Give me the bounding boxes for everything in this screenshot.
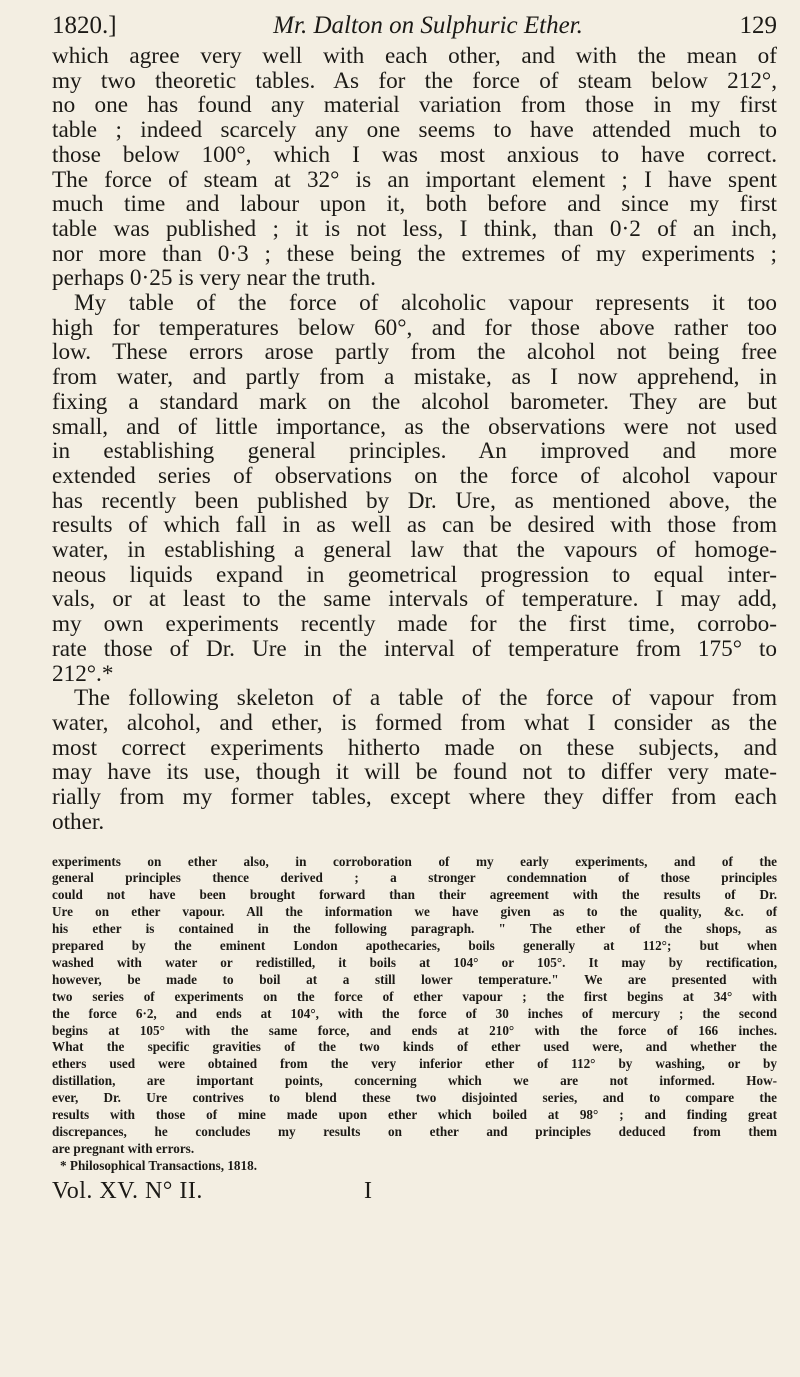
- footnotes: [52, 854, 777, 1175]
- text-line: much time and labour upon it, both before and since my first: [52, 191, 777, 218]
- text-line: low. These errors arose partly from the alcohol not being free: [52, 339, 777, 366]
- footnote-line: begins at 105° with the same force, and ends at 210° with the force of 166 inches.: [52, 1022, 777, 1038]
- footnote-separator: [52, 835, 777, 854]
- text-line: most correct experiments hitherto made on these subjects, and: [52, 734, 777, 761]
- page-number: 129: [739, 12, 777, 39]
- footnote-line: washed with water or redistilled, it boils at 104° or 105°. It may by rectification,: [52, 954, 777, 970]
- text-line: My table of the force of alcoholic vapour represents it too: [74, 290, 777, 317]
- text-line: 212°.*: [52, 660, 114, 687]
- text-line: vals, or at least to the same intervals of temperature. I may add,: [52, 586, 777, 613]
- footnote-line: could not have been brought forward than their agreement with the results of Dr.: [52, 887, 777, 903]
- footnote-line: his ether is contained in the following paragraph. " The ether of the shops, as: [52, 921, 777, 937]
- text-line: high for temperatures below 60°, and for those above rather too: [52, 314, 777, 341]
- volume-signature: Vol. XV. N° II.: [52, 1177, 203, 1204]
- footnote-line: are pregnant with errors.: [52, 1140, 195, 1156]
- footnote-line: however, be made to boil at a still lower temperature." We are presented with: [52, 971, 777, 987]
- footnote-line: the force 6·2, and ends at 104°, with the force of 30 inches of mercury ; the second: [52, 1005, 777, 1021]
- footnote-line: prepared by the eminent London apothecaries, boils generally at 112°; but when: [52, 938, 777, 954]
- text-line: my two theoretic tables. As for the force of steam below 212°,: [52, 67, 777, 94]
- text-line: rially from my former tables, except where they differ from each: [52, 784, 777, 811]
- footnote-line: general principles thence derived ; a stronger condemnation of those principles: [52, 870, 777, 886]
- text-line: those below 100°, which I was most anxious to have correct.: [52, 141, 777, 168]
- footnote-line: experiments on ether also, in corroboration of my early experiments, and of the: [52, 853, 777, 869]
- text-line: rate those of Dr. Ure in the interval of temperature from 175° to: [52, 635, 777, 662]
- footnote-line: ever, Dr. Ure contrives to blend these two disjointed series, and to compare the: [52, 1090, 777, 1106]
- text-line: table ; indeed scarcely any one seems to have attended much to: [52, 117, 777, 144]
- footnote-line: distillation, are important points, concerning which we are not informed. How-: [52, 1073, 777, 1089]
- text-line: no one has found any material variation from those in my first: [52, 92, 777, 119]
- text-line: water, alcohol, and ether, is formed from what I consider as the: [52, 709, 777, 736]
- body-text: [52, 44, 777, 835]
- footnote-line: results with those of mine made upon ether which boiled at 98° ; and finding great: [52, 1107, 777, 1123]
- text-line: table was published ; it is not less, I think, than 0·2 of an inch,: [52, 215, 777, 242]
- running-header: [52, 10, 777, 44]
- text-line: may have its use, though it will be found not to differ very mate-: [52, 759, 777, 786]
- text-line: neous liquids expand in geometrical progression to equal inter-: [52, 561, 777, 588]
- book-page: [52, 10, 777, 1205]
- signature-line: [52, 1177, 372, 1205]
- text-line: perhaps 0·25 is very near the truth.: [52, 265, 376, 292]
- footnote-line: discrepances, he concludes my results on ether and principles deduced from them: [52, 1124, 777, 1139]
- text-line: from water, and partly from a mistake, as I now apprehend, in: [52, 364, 777, 391]
- text-line: extended series of observations on the force of alcohol vapour: [52, 462, 777, 489]
- text-line: my own experiments recently made for the first time, corrobo-: [52, 611, 777, 638]
- text-line: results of which fall in as well as can be desired with those from: [52, 512, 777, 539]
- sheet-signature: I: [364, 1177, 372, 1204]
- text-line: in establishing general principles. An improved and more: [52, 438, 777, 465]
- text-line: The following skeleton of a table of the force of vapour from: [74, 685, 777, 712]
- footnote-line: Ure on ether vapour. All the information we have given as to the quality, &c. of: [52, 904, 777, 920]
- running-title: Mr. Dalton on Sulphuric Ether.: [273, 12, 583, 39]
- footnote-line: What the specific gravities of the two kinds of ether used were, and whether the: [52, 1039, 777, 1055]
- text-line: small, and of little importance, as the observations were not used: [52, 413, 777, 440]
- text-line: has recently been published by Dr. Ure, as mentioned above, the: [52, 487, 777, 514]
- footnote-line: ethers used were obtained from the very inferior ether of 112° by washing, or by: [52, 1056, 777, 1072]
- text-line: fixing a standard mark on the alcohol barometer. They are but: [52, 388, 777, 415]
- footnote-line: two series of experiments on the force of ether vapour ; the first begins at 34° with: [52, 988, 777, 1004]
- text-line: which agree very well with each other, and with the mean of: [52, 43, 777, 69]
- text-line: nor more than 0·3 ; these being the extremes of my experiments ;: [52, 240, 777, 267]
- header-year: 1820.]: [52, 12, 117, 39]
- text-line: other.: [52, 808, 105, 835]
- footnote-reference: * Philosophical Transactions, 1818.: [60, 1157, 257, 1173]
- text-line: water, in establishing a general law that the vapours of homoge-: [52, 537, 777, 564]
- text-line: The force of steam at 32° is an important element ; I have spent: [52, 166, 777, 193]
